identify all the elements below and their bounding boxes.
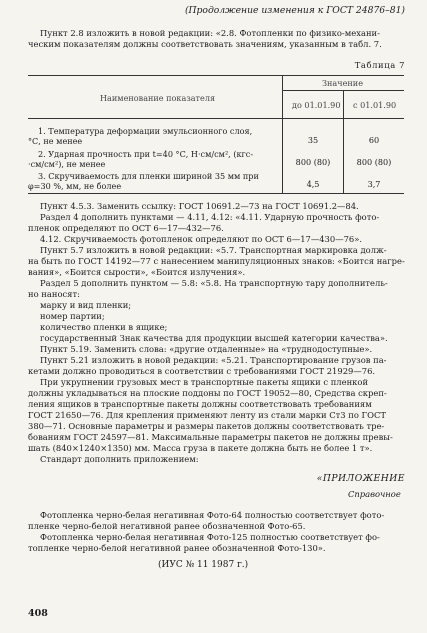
body-line: номер партии; bbox=[40, 311, 105, 321]
page-header: (Продолжение изменения к ГОСТ 24876–81) bbox=[184, 5, 405, 16]
body-line: При укрупнении грузовых мест в транспортные пакеты ящики с пленкой bbox=[40, 377, 369, 387]
body-line: Пункт 5.19. Заменить слова: «другие отдаленные» на «труднодоступные». bbox=[40, 344, 373, 354]
body-line: Пункт 4.5.3. Заменить ссылку: ГОСТ 10691.2—73 на ГОСТ 10691.2—84. bbox=[40, 201, 359, 211]
body-line: Пункт 5.7 изложить в новой редакции: «5.7. Транспортная маркировка долж- bbox=[40, 245, 387, 255]
appendix-subtitle: Справочное bbox=[348, 489, 401, 499]
row-2-value-1: 800 (80) bbox=[295, 157, 331, 167]
body-line: Стандарт дополнить приложением: bbox=[40, 454, 199, 464]
row-1-label-line-1: 1. Температура деформации эмульсионного слоя, bbox=[38, 126, 253, 136]
page-number: 408 bbox=[28, 608, 48, 619]
body-line: должны укладываться на плоские поддоны по ГОСТ 19052—80, Средства скреп- bbox=[28, 388, 387, 398]
appendix-line: пленке черно-белой негативной ранее обозначенной Фото-65. bbox=[28, 521, 306, 531]
row-2-value-2: 800 (80) bbox=[356, 157, 392, 167]
body-line: кетами должно проводиться в соответствии с требованиями ГОСТ 21929—76. bbox=[28, 366, 376, 376]
col-header-d2: с 01.01.90 bbox=[353, 100, 397, 110]
intro-line-1: Пункт 2.8 изложить в новой редакции: «2.8. Фотопленки по физико-механи- bbox=[40, 28, 380, 38]
body-line: 380—71. Основные параметры и размеры пакетов должны соответствовать тре- bbox=[28, 421, 385, 431]
properties-table bbox=[28, 75, 404, 194]
body-line: количество пленки в ящике; bbox=[40, 322, 168, 332]
body-line: Раздел 5 дополнить пунктом — 5.8: «5.8. На транспортную тару дополнитель- bbox=[40, 278, 388, 288]
appendix-line: Фотопленка черно-белая негативная Фото-125 полностью соответствует фо- bbox=[40, 532, 380, 542]
body-line: вания», «Боится сырости», «Боится излучения». bbox=[28, 267, 246, 277]
col-header-name: Наименование показателя bbox=[100, 93, 216, 103]
intro-line-2: ческим показателям должны соответствовать значениям, указанным в табл. 7. bbox=[28, 39, 382, 49]
ius-reference: (ИУС № 11 1987 г.) bbox=[158, 560, 249, 570]
row-1-value-2: 60 bbox=[368, 135, 380, 145]
appendix-line: топленке черно-белой негативной ранее обозначенной Фото-130». bbox=[28, 543, 326, 553]
body-line: ления ящиков в транспортные пакеты должны соответствовать требованиям bbox=[28, 399, 372, 409]
row-2-label-line-1: 2. Ударная прочность при t=40 °С, Н·см/см², (кгс- bbox=[38, 149, 254, 159]
body-line: Пункт 5.21 изложить в новой редакции: «5.21. Транспортирование грузов па- bbox=[40, 355, 387, 365]
body-line: Раздел 4 дополнить пунктами — 4.11, 4.12: «4.11. Ударную прочность фото- bbox=[40, 212, 380, 222]
body-line: ГОСТ 21650—76. Для крепления применяют ленту из стали марки Ст3 по ГОСТ bbox=[28, 410, 386, 420]
body-line: шать (840×1240×1350) мм. Масса груза в пакете должна быть не более 1 т». bbox=[28, 443, 373, 453]
row-1-value-1: 35 bbox=[307, 135, 319, 145]
col-header-d1: до 01.01.90 bbox=[292, 100, 341, 110]
body-line: марку и вид пленки; bbox=[40, 300, 132, 310]
row-1-label-line-2: °С, не менее bbox=[28, 136, 83, 146]
appendix-title: «ПРИЛОЖЕНИЕ bbox=[316, 473, 405, 484]
table-title: Таблица 7 bbox=[354, 60, 405, 70]
row-3-value-1: 4,5 bbox=[306, 179, 320, 189]
body-line: но наносят: bbox=[28, 289, 80, 299]
body-line: 4.12. Скручиваемость фотопленок определяют по ОСТ 6—17—430—76». bbox=[40, 234, 363, 244]
body-line: бованиям ГОСТ 24597—81. Максимальные параметры пакетов не должны превы- bbox=[28, 432, 393, 442]
col-header-value: Значение bbox=[322, 78, 363, 88]
row-3-value-2: 3,7 bbox=[367, 179, 381, 189]
row-3-label-line-1: 3. Скручиваемость для пленки шириной 35 мм при bbox=[38, 171, 259, 181]
appendix-line: Фотопленка черно-белая негативная Фото-64 полностью соответствует фото- bbox=[40, 510, 385, 520]
body-line: пленок определяют по ОСТ 6—17—432—76. bbox=[28, 223, 224, 233]
row-3-label-line-2: φ=30 %, мм, не более bbox=[28, 181, 122, 191]
body-line: на быть по ГОСТ 14192—77 с нанесением манипуляционных знаков: «Боится нагре- bbox=[28, 256, 405, 266]
body-line: государственный Знак качества для продукции высшей категории качества». bbox=[40, 333, 388, 343]
row-2-label-line-2: ·см/см²), не менее bbox=[28, 159, 106, 169]
